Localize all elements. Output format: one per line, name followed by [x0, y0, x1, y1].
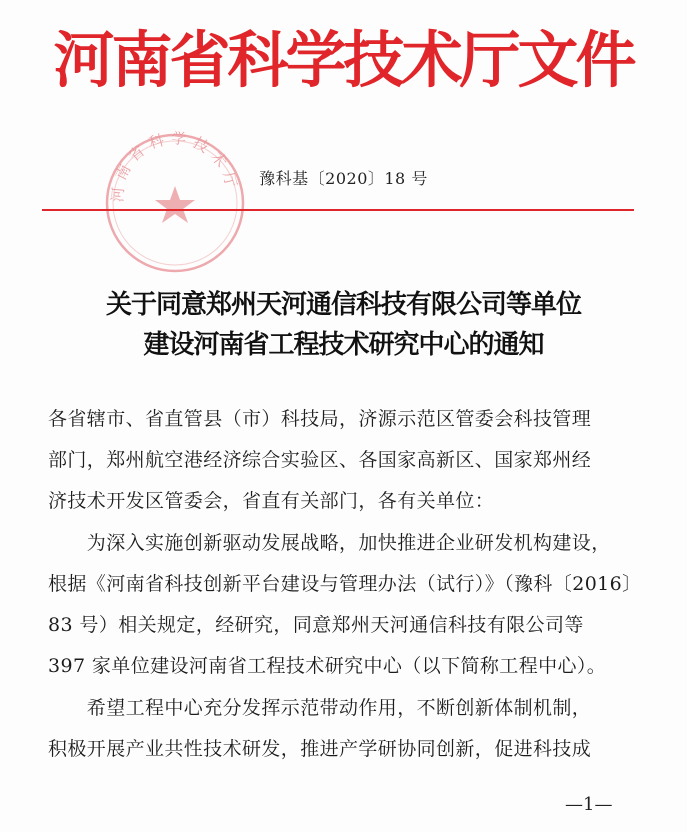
official-seal-icon	[100, 128, 250, 278]
body-line: 根据《河南省科技创新平台建设与管理办法（试行）》（豫科〔2016〕	[48, 573, 642, 595]
seal-text: 河南省科学技术厅	[108, 128, 242, 203]
body-line: 83 号）相关规定，经研究，同意郑州天河通信科技有限公司等	[48, 614, 584, 636]
page-number: —1—	[565, 794, 613, 815]
body-line: 各省辖市、省直管县（市）科技局，济源示范区管委会科技管理	[48, 408, 592, 430]
body-line: 部门，郑州航空港经济综合实验区、各国家高新区、国家郑州经	[48, 449, 592, 471]
notice-title-line-1: 关于同意郑州天河通信科技有限公司等单位	[105, 290, 581, 320]
body-line: 希望工程中心充分发挥示范带动作用，不断创新体制机制，	[48, 697, 592, 719]
body-line: 积极开展产业共性技术研发，推进产学研协同创新，促进科技成	[48, 738, 592, 760]
document-masthead: 河南省科学技术厅文件	[53, 25, 634, 96]
red-divider-rule	[42, 209, 634, 211]
body-line: 397 家单位建设河南省工程技术研究中心（以下简称工程中心）。	[48, 655, 607, 677]
body-line: 为深入实施创新驱动发展战略，加快推进企业研发机构建设，	[48, 532, 611, 554]
document-number: 豫科基〔2020〕18 号	[259, 169, 428, 188]
body-line: 济技术开发区管委会，省直有关部门，各有关单位：	[48, 490, 495, 512]
notice-title-line-2: 建设河南省工程技术研究中心的通知	[143, 330, 544, 360]
